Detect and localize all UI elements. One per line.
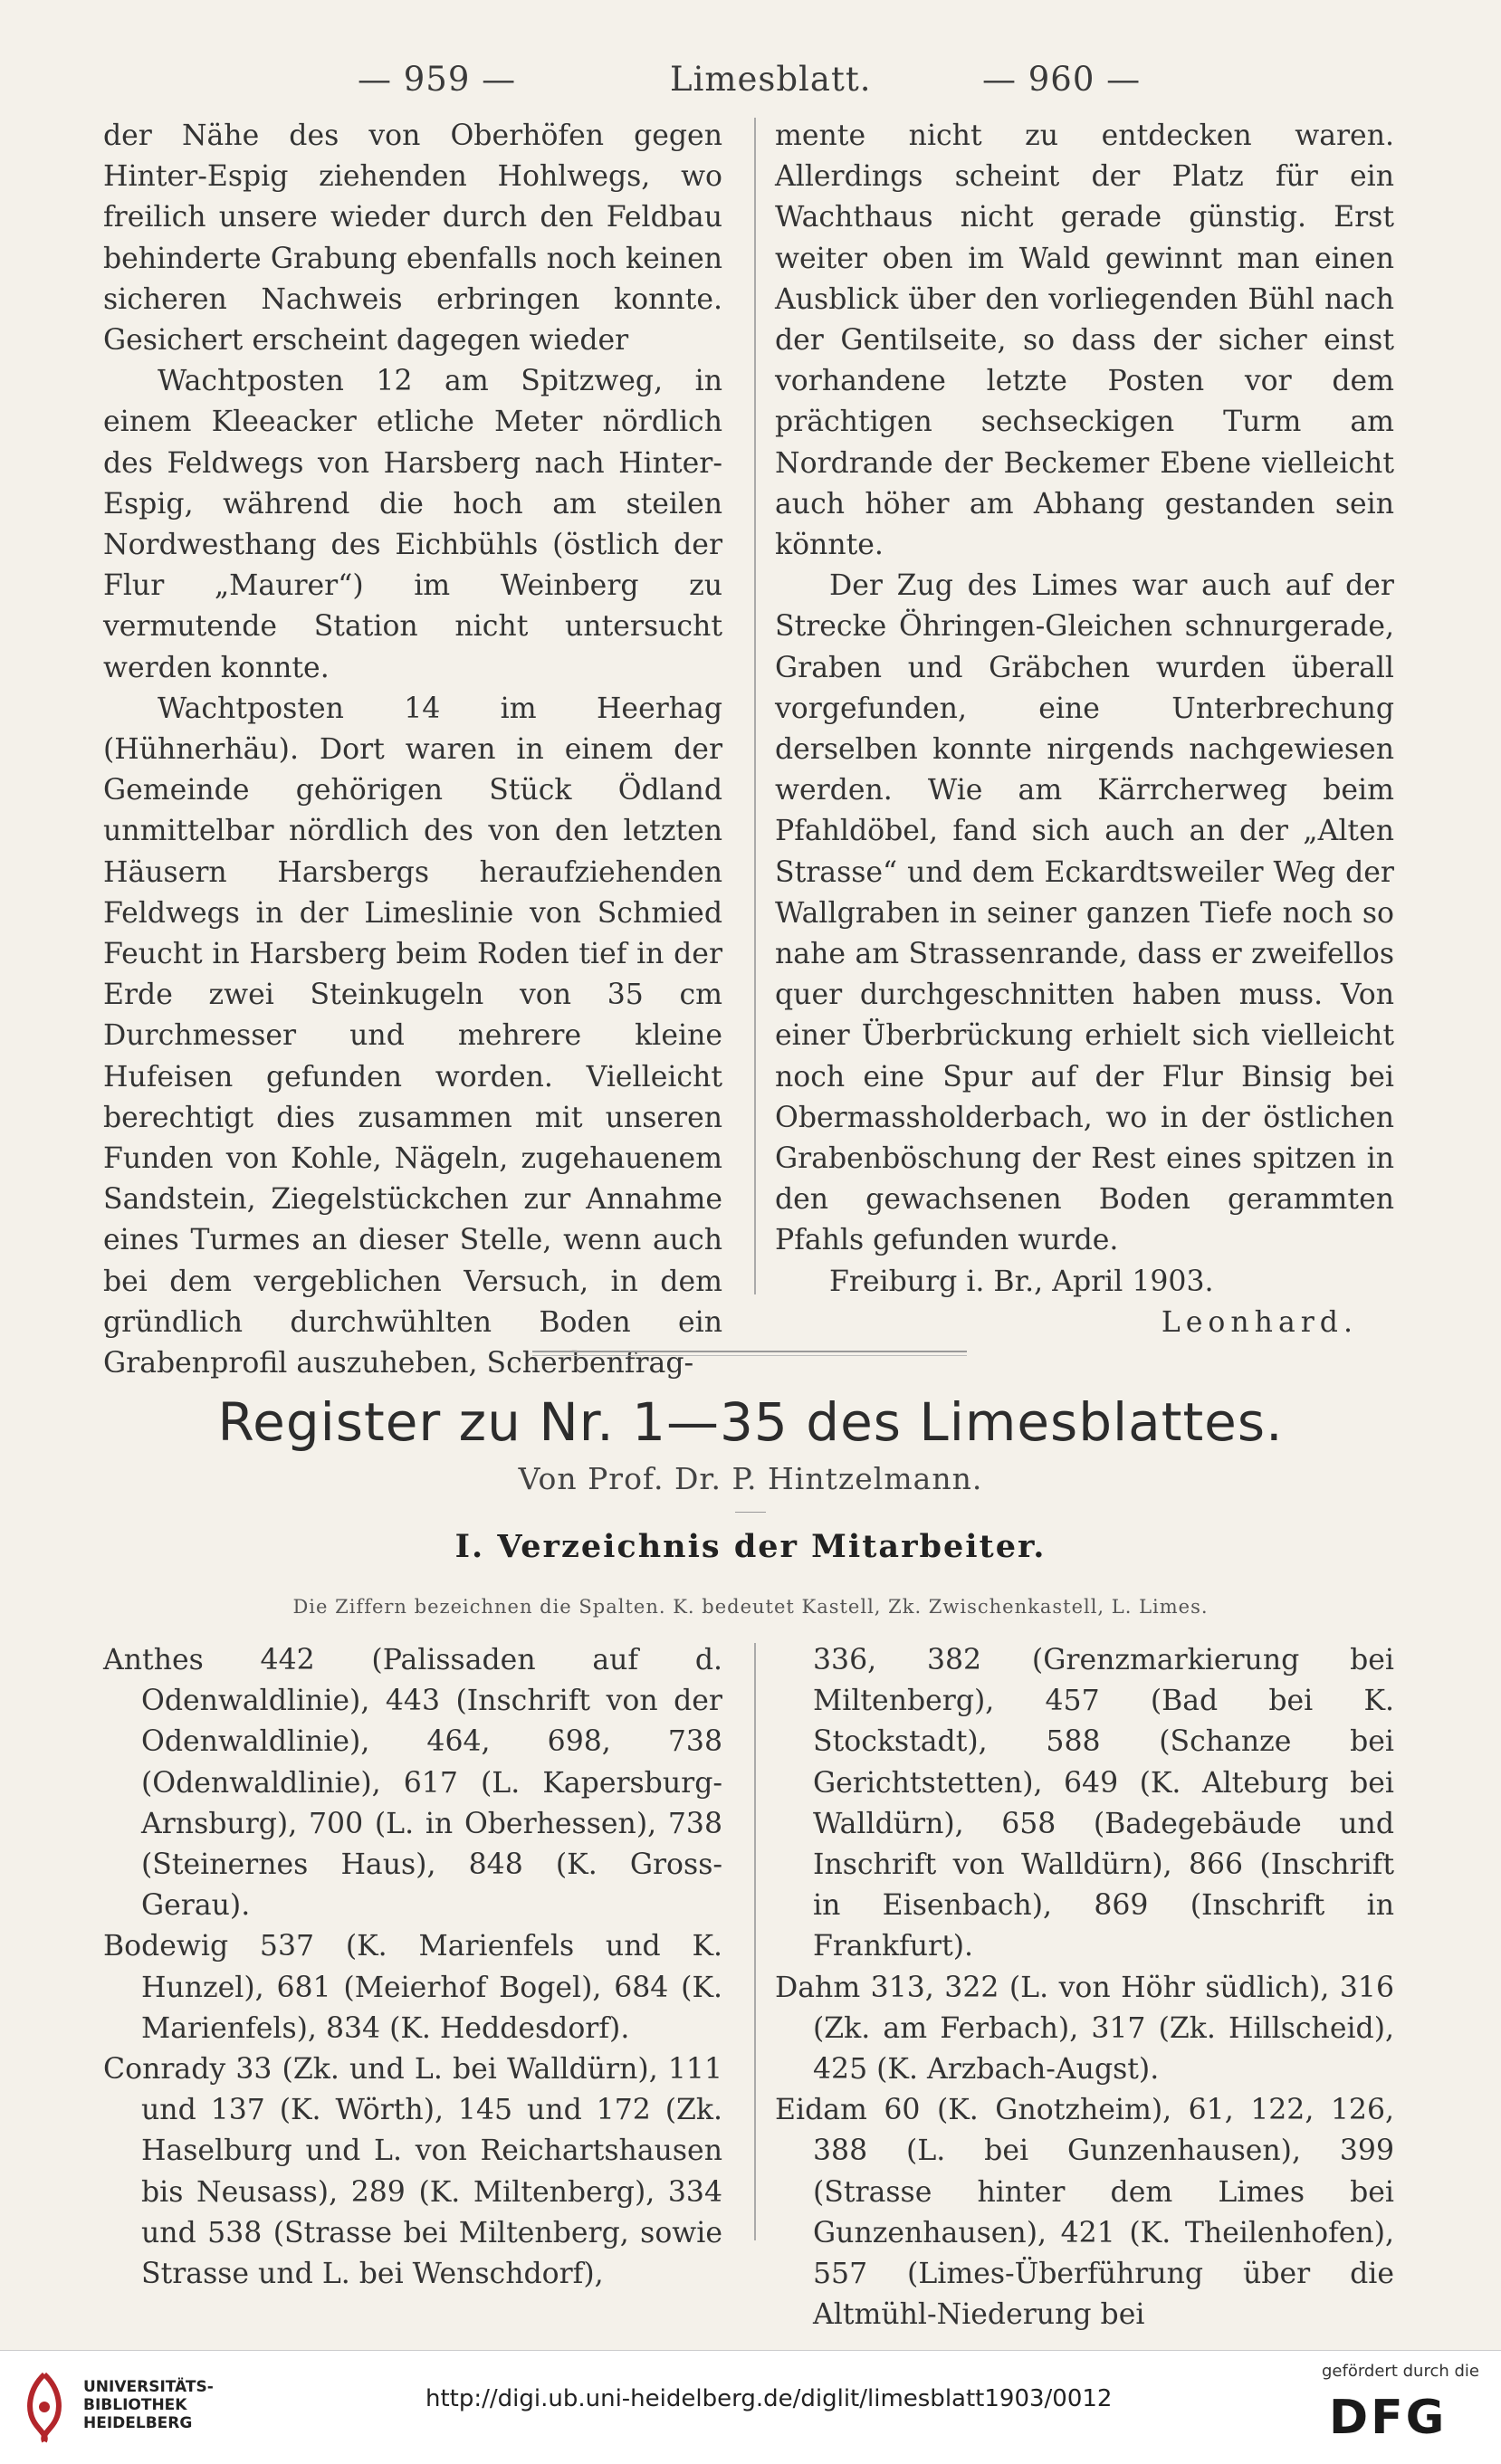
- library-name: [83, 2378, 214, 2432]
- section-rule: [532, 1355, 967, 1356]
- paragraph: Der Zug des Limes war auch auf der Strecke Öhringen-Gleichen schnurgerade, Graben und Gräbchen wurden überall vorgefunden, eine Unterbrechung derselben konnte nirgends nachgewiesen werden. Wie am Kärrcherweg beim Pfahldöbel, fand sich auch an der „Alten Strasse“ und dem Eckardtsweiler Weg der Wallgraben in seiner ganzen Tiefe noch so nahe am Strassenrande, dass er zweifellos quer durchgeschnitten haben muss. Von einer Überbrückung erhielt sich vielleicht noch eine Spur auf der Flur Binsig bei Obermassholderbach, wo in der östlichen Grabenböschung der Rest eines spitzen in den gewachsenen Boden gerammten Pfahls gefunden wurde.: [775, 569, 1394, 1257]
- register-entry: Bodewig 537 (K. Marienfels und K. Hunzel), 681 (Meierhof Bogel), 684 (K. Marienfels), 834 (K. Heddesdorf).: [103, 1930, 722, 2045]
- footer-bar: [0, 2350, 1501, 2464]
- page-number-right: — 960 —: [982, 60, 1142, 99]
- dfg-logo: DFG: [1329, 2391, 1448, 2445]
- paragraph: Wachtposten 12 am Spitzweg, in einem Kleeacker etliche Meter nördlich des Feldwegs von Harsberg nach Hinter-Espig, während die hoch am steilen Nordwesthang des Eichbühls (östlich der Flur „Maurer“) im Weinberg zu vermutende Station nicht untersucht werden konnte.: [103, 365, 722, 684]
- column-divider: [754, 118, 756, 1294]
- library-logo-icon: [16, 2371, 72, 2445]
- register-entry: Eidam 60 (K. Gnotzheim), 61, 122, 126, 388 (L. bei Gunzenhausen), 399 (Strasse hinter dem Limes bei Gunzenhausen), 421 (K. Theilenhofen), 557 (Limes-Überführung über die Altmühl-Niederung bei: [775, 2094, 1394, 2332]
- paragraph: Wachtposten 14 im Heerhag (Hühnerhäu). Dort waren in einem der Gemeinde gehörigen Stück Ödland unmittelbar nördlich des von den letzten Häusern Harsbergs heraufziehenden Feldwegs in der Limeslinie von Schmied Feucht in Harsberg beim Roden tief in der Erde zwei Steinkugeln von 35 cm Durchmesser und mehrere kleine Hufeisen gefunden worden. Vielleicht berechtigt dies zusammen mit unseren Funden von Kohle, Nägeln, zugehauenem Sandstein, Ziegelstückchen zur Annahme eines Turmes an dieser Stelle, wenn auch bei dem vergeblichen Versuch, in dem gründlich durchwühlten Boden ein Grabenprofil auszuheben, Scherbenfrag-: [103, 692, 722, 1380]
- register-entry: Dahm 313, 322 (L. von Höhr südlich), 316 (Zk. am Ferbach), 317 (Zk. Hillscheid), 425 (K. Arzbach-Augst).: [775, 1971, 1394, 2087]
- library-name-line: HEIDELBERG: [83, 2414, 193, 2432]
- short-rule: [735, 1512, 766, 1513]
- library-name-line: BIBLIOTHEK: [83, 2396, 187, 2414]
- column-divider: [754, 1643, 756, 2240]
- section-heading: I. Verzeichnis der Mitarbeiter.: [454, 1528, 1047, 1565]
- section-rule: [532, 1351, 967, 1352]
- signature: Leonhard.: [1161, 1305, 1358, 1339]
- register-entry: Anthes 442 (Palissaden auf d. Odenwaldlinie), 443 (Inschrift von der Odenwaldlinie), 464, 698, 738 (Odenwaldlinie), 617 (L. Kapersburg-Arnsburg), 700 (L. in Oberhessen), 738 (Steinernes Haus), 848 (K. Gross-Gerau).: [103, 1644, 722, 1923]
- paragraph: der Nähe des von Oberhöfen gegen Hinter-Espig ziehenden Hohlwegs, wo freilich unsere wieder durch den Feldbau behinderte Grabung ebenfalls noch keinen sicheren Nachweis erbringen konnte. Gesichert erscheint dagegen wieder: [103, 119, 722, 358]
- register-column-right: [775, 1640, 1394, 2335]
- running-title: Limesblatt.: [670, 60, 872, 99]
- dateline: Freiburg i. Br., April 1903.: [829, 1265, 1214, 1298]
- library-name-line: UNIVERSITÄTS-: [83, 2378, 214, 2396]
- register-entry: Conrady 33 (Zk. und L. bei Walldürn), 111 und 137 (K. Wörth), 145 und 172 (Zk. Haselburg und L. von Reichartshausen bis Neusass), 289 (K. Miltenberg), 334 und 538 (Strasse bei Miltenberg, sowie Strasse und L. bei Wenschdorf),: [103, 2053, 722, 2291]
- paragraph: mente nicht zu entdecken waren. Allerdings scheint der Platz für ein Wachthaus nicht gerade günstig. Erst weiter oben im Wald gewinnt man einen Ausblick über den vorliegenden Bühl nach der Gentilseite, so dass der sicher einst vorhandene letzte Posten vor dem prächtigen sechseckigen Turm am Nordrande der Beckemer Ebene vielleicht auch höher am Abhang gestanden sein könnte.: [775, 119, 1394, 562]
- article-column-left: [103, 116, 722, 1384]
- page-number-left: — 959 —: [358, 60, 517, 99]
- register-title: Register zu Nr. 1—35 des Limesblattes.: [217, 1391, 1284, 1453]
- funding-note: gefördert durch die: [1322, 2362, 1479, 2381]
- article-column-right: [775, 116, 1394, 1343]
- permalink-url[interactable]: http://digi.ub.uni-heidelberg.de/diglit/limesblatt1903/0012: [425, 2385, 1113, 2412]
- register-author: Von Prof. Dr. P. Hintzelmann.: [518, 1461, 983, 1496]
- register-entry: 336, 382 (Grenzmarkierung bei Miltenberg), 457 (Bad bei K. Stockstadt), 588 (Schanze bei Gerichtstetten), 649 (K. Alteburg bei Walldürn), 658 (Badegebäude und Inschrift von Walldürn), 866 (Inschrift in Eisenbach), 869 (Inschrift in Frankfurt).: [813, 1644, 1394, 1963]
- register-column-left: [103, 1640, 722, 2295]
- abbreviation-note: Die Ziffern bezeichnen die Spalten. K. bedeutet Kastell, Zk. Zwischenkastell, L. Limes.: [292, 1596, 1209, 1618]
